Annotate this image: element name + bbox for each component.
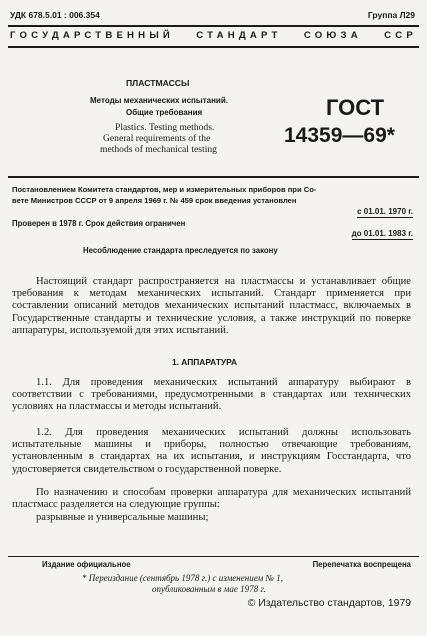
decree-line2: вете Министров СССР от 9 апреля 1969 г. № 459 срок введения установлен xyxy=(12,196,297,205)
decree-checked: Проверен в 1978 г. Срок действия ограничен xyxy=(12,219,186,228)
section-heading: 1. АППАРАТУРА xyxy=(172,357,238,367)
paragraph-machines: разрывные и универсальные машины; xyxy=(36,512,209,523)
title-en-line3: methods of mechanical testing xyxy=(100,144,217,155)
title-en-line2: General requirements of the xyxy=(103,133,211,144)
intro-paragraph: Настоящий стандарт распространяется на пластмассы и устанавливает общие требования к методам механических испытаний. Стандарт применяется при составлении описаний методов механических испытаний пластмасс, включаемых в Государственные стандарты и технические условия, а также инструкций по поверке аппаратуры, используемой для этих испытаний. xyxy=(12,276,411,336)
paragraph-1-2: 1.2. Для проведения механических испытаний должны использовать испытательные машины и приборы, полностью отвечающие требованиям, установленным в стандартах на их испытания, и инструкциям Госстандарта, что удостоверяется свидетельством о государственной поверке. xyxy=(12,427,411,475)
law-warning: Несоблюдение стандарта преследуется по закону xyxy=(83,246,278,255)
gost-number: 14359—69* xyxy=(284,124,395,147)
reissue-note-line1: * Переиздание (сентябрь 1978 г.) с изменением № 1, xyxy=(82,573,283,583)
header-top-rule xyxy=(8,25,419,27)
title-block-rule xyxy=(8,176,419,178)
title-en-line1: Plastics. Testing methods. xyxy=(115,122,215,133)
title-ru-line1: Методы механических испытаний. xyxy=(90,96,228,105)
footer-rule xyxy=(8,556,419,557)
paragraph-1-1: 1.1. Для проведения механических испытаний аппаратуру выбирают в соответствии с требованиями, предусмотренными в стандартах или технических условиях на пластмассы и методы испытаний. xyxy=(12,377,411,413)
group-code: Группа Л29 xyxy=(367,10,415,20)
reissue-note-line2: опубликованным в мае 1978 г. xyxy=(152,584,266,594)
decree-start-date: с 01.01. 1970 г. xyxy=(357,207,413,216)
header-bottom-rule xyxy=(8,46,419,48)
standard-title: ГОСУДАРСТВЕННЫЙ СТАНДАРТ СОЮЗА ССР xyxy=(10,30,417,41)
reprint-ban: Перепечатка воспрещена xyxy=(312,560,411,569)
paragraph-groups: По назначению и способам проверки аппаратура для механических испытаний пластмасс разделяется на следующие группы: xyxy=(12,487,411,511)
udc-code: УДК 678.5.01 : 006.354 xyxy=(10,10,100,20)
title-ru-line2: Общие требования xyxy=(126,108,203,117)
decree-line1: Постановлением Комитета стандартов, мер и измерительных приборов при Со- xyxy=(12,185,317,194)
gost-label: ГОСТ xyxy=(326,95,385,120)
official-edition: Издание официальное xyxy=(42,560,131,569)
copyright: © Издательство стандартов, 1979 xyxy=(247,598,411,609)
subject-title: ПЛАСТМАССЫ xyxy=(126,78,190,88)
decree-end-date: до 01.01. 1983 г. xyxy=(351,229,413,238)
